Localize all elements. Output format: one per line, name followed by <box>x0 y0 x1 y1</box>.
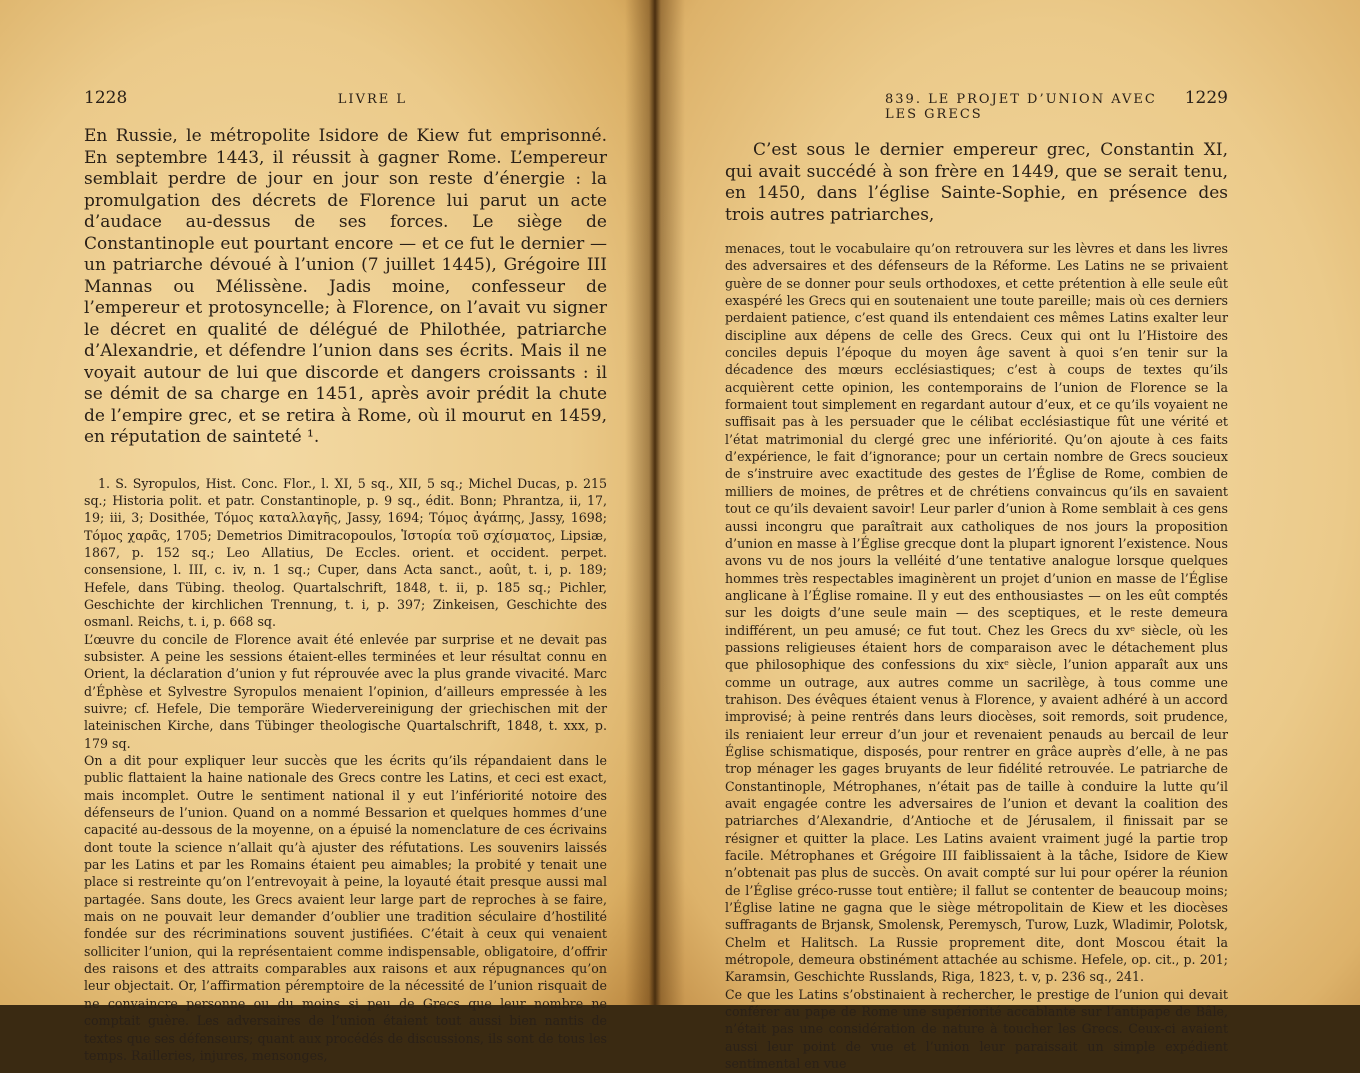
left-footnote-2: L’œuvre du concile de Florence avait été enlevée par surprise et ne devait pas subsister. A peine les sessions étaient-elles terminées et leur résultat connu en Orient, la déclaration d’union y fut réprouvée avec la plus grande vivacité. Marc d’Éphèse et Sylvestre Syropulos menaient l’opinion, d’ailleurs empressée à les suivre; cf. Hefele, Die temporäre Wiedervereinigung der griechischen mit der lateinischen Kirche, dans Tübinger theologische Quartalschrift, 1848, t. xxx, p. 179 sq. <box>84 631 607 751</box>
left-main-text: En Russie, le métropolite Isidore de Kiew fut emprisonné. En septembre 1443, il réussit à gagner Rome. L’empereur semblait perdre de jour en jour son reste d’énergie : la promulgation des décrets de Florence lui parut un acte d’audace au-dessus de ses forces. Le siège de Constantinople eut pourtant encore — et ce fut le dernier — un patriarche dévoué à l’union (7 juillet 1445), Grégoire III Mannas ou Mélissène. Jadis moine, confesseur de l’empereur et protosyncelle; à Florence, on l’avait vu signer le décret en qualité de délégué de Philothée, patriarche d’Alexandrie, et défendre l’union dans ses écrits. Mais il ne voyait autour de lui que discorde et dangers croissants : il se démit de sa charge en 1451, après avoir prédit la chute de l’empire grec, et se retira à Rome, où il mourut en 1459, en réputation de sainteté ¹. <box>84 126 607 447</box>
right-page-header <box>725 88 1228 122</box>
right-main-text: C’est sous le dernier empereur grec, Constantin XI, qui avait succédé à son frère en 1449, que se serait tenu, en 1450, dans l’église Sainte-Sophie, en présence des trois autres patriarches, <box>725 140 1228 225</box>
left-page <box>0 0 655 1063</box>
left-footnote-1: 1. S. Syropulos, Hist. Conc. Flor., l. XI, 5 sq., XII, 5 sq.; Michel Ducas, p. 215 sq.; Historia polit. et patr. Constantinople, p. 9 sq., édit. Bonn; Phrantza, ii, 17, 19; iii, 3; Dosithée, Τόμος καταλλαγῆς, Jassy, 1694; Τόμος ἀγάπης, Jassy, 1698; Τόμος χαρᾶς, 1705; Demetrios Dimitracopoulos, Ἱστορία τοῦ σχίσματος, Lipsiæ, 1867, p. 152 sq.; Leo Allatius, De Eccles. orient. et occident. perpet. consensione, l. III, c. iv, n. 1 sq.; Cuper, dans Acta sanct., août, t. i, p. 189; Hefele, dans Tübing. theolog. Quartalschrift, 1848, t. ii, p. 185 sq.; Pichler, Geschichte der kirchlichen Trennung, t. i, p. 397; Zinkeisen, Geschichte des osmanl. Reichs, t. i, p. 668 sq. <box>84 475 607 630</box>
right-footnote-paragraph: Ce que les Latins s’obstinaient à rechercher, le prestige de l’union qui devait conférer au pape de Rome une supériorité accablante sur l’antipape de Bâle, n’était pas une considération de nature à toucher les Grecs. Ceux-ci avaient aussi leur point de vue et l’union leur paraissait un simple expédient sentimental en vue <box>725 986 1228 1072</box>
left-page-header <box>84 88 607 108</box>
left-footnote-3: On a dit pour expliquer leur succès que les écrits qu’ils répandaient dans le public flattaient la haine nationale des Grecs contre les Latins, et ceci est exact, mais incomplet. Outre le sentiment national il y eut l’infériorité notoire des défenseurs de l’union. Quand on a nommé Bessarion et quelques hommes d’une capacité au-dessous de la moyenne, on a épuisé la nomenclature de ces écrivains dont toute la science n’allait qu’à ajuster des réfutations. Les souvenirs laissés par les Latins et par les Romains étaient peu aimables; la probité y tenait une place si restreinte qu’on l’entrevoyait à peine, la loyauté était presque aussi mal partagée. Sans doute, les Grecs avaient leur large part de reproches à se faire, mais on ne pouvait leur demander d’oublier une tradition séculaire d’hostilité fondée sur des récriminations souvent justifiées. C’était à ceux qui venaient solliciter l’union, qui la représentaient comme indispensable, obligatoire, d’offrir des raisons et des attraits comparables aux raisons et aux répugnances qu’on leur objectait. Or, l’affirmation péremptoire de la nécessité de l’union risquait de ne convaincre personne ou du moins si peu de Grecs que leur nombre ne comptait guère. Les adversaires de l’union étaient tout aussi bien nantis de textes que ses défenseurs; quant aux procédés de discussions, ils sont de tous les temps. Railleries, injures, mensonges, <box>84 753 607 1063</box>
left-running-head: LIVRE L <box>337 92 407 107</box>
right-page-number: 1229 <box>1184 88 1228 108</box>
left-page-number: 1228 <box>84 88 128 108</box>
right-footnote-continuation: menaces, tout le vocabulaire qu’on retrouvera sur les lèvres et dans les livres des adversaires et des défenseurs de la Réforme. Les Latins ne se privaient guère de se donner pour seuls orthodoxes, et cette prétention à elle seule eût exaspéré les Grecs qui en soutenaient une toute pareille; mais où ces derniers perdaient patience, c’est quand ils entendaient ces mêmes Latins exalter leur discipline aux dépens de celle des Grecs. Ceux qui ont lu l’Histoire des conciles depuis l’époque du moyen âge savent à quoi s’en tenir sur la décadence des mœurs ecclésiastiques; c’est à coups de textes qu’ils acquièrent cette opinion, les contemporains de l’union de Florence se la formaient tout simplement en regardant autour d’eux, et ce qu’ils voyaient ne suffisait pas à les persuader que le célibat ecclésiastique fût une vérité et l’état matrimonial du clergé grec une infériorité. Qu’on ajoute à ces faits d’expérience, le fait d’ignorance; pour un certain nombre de Grecs soucieux de s’instruire avec exactitude des gestes de l’Église de Rome, combien de milliers de moines, de prêtres et de chrétiens convaincus qu’ils en savaient tout ce qu’ils devaient savoir! Leur parler d’union à Rome semblait à ces gens aussi incongru que paraîtrait aux catholiques de nos jours la proposition d’union en masse à l’Église grecque dont la plupart ignorent l’existence. Nous avons vu de nos jours la velléité d’une tentative analogue lorsque quelques hommes très respectables imaginèrent un projet d’union en masse de l’Église anglicane à l’Église romaine. Il y eut des enthousiastes — on les eût comptés sur les doigts d’une seule main — des sceptiques, et le reste demeura indifférent, un peu amusé; ce fut tout. Chez les Grecs du xvᵉ siècle, où les passions religieuses étaient hors de comparaison avec le détachement plus que philosophique des confessions du xixᵉ siècle, l’union apparaît aux uns comme un outrage, aux autres comme un sacrilège, à tous comme une trahison. Des évêques étaient venus à Florence, y avaient adhéré à un accord improvisé; à peine rentrés dans leurs diocèses, soit remords, soit prudence, ils reniaient leur erreur d’un jour et revenaient penauds au bercail de leur Église schismatique, disposés, pour rentrer en grâce auprès d’elle, à ne pas trop ménager les gages bruyants de leur fidélité retrouvée. Le patriarche de Constantinople, Métrophanes, n’était pas de taille à conduire la lutte qu’il avait engagée contre les adversaires de l’union et devant la coalition des patriarches d’Alexandrie, d’Antioche et de Jérusalem, il finissait par se résigner et quitter la place. Les Latins avaient vraiment jugé la partie trop facile. Métrophanes et Grégoire III faiblissaient à la tâche, Isidore de Kiew n’obtenait pas plus de succès. On avait compté sur lui pour opérer la réunion de l’Église gréco-russe tout entière; il fallut se contenter de beaucoup moins; l’Église latine ne gagna que le siège métropolitain de Kiew et les diocèses suffragants de Brjansk, Smolensk, Peremysch, Turow, Luzk, Wladimir, Polotsk, Chelm et Halitsch. La Russie proprement dite, dont Moscou était la métropole, demeura obstinément attachée au schisme. Hefele, op. cit., p. 201; Karamsin, Geschichte Russlands, Riga, 1823, t. v, p. 236 sq., 241. <box>725 241 1228 985</box>
right-page <box>655 0 1360 1072</box>
right-running-head: 839. LE PROJET D’UNION AVEC LES GRECS <box>885 92 1157 122</box>
